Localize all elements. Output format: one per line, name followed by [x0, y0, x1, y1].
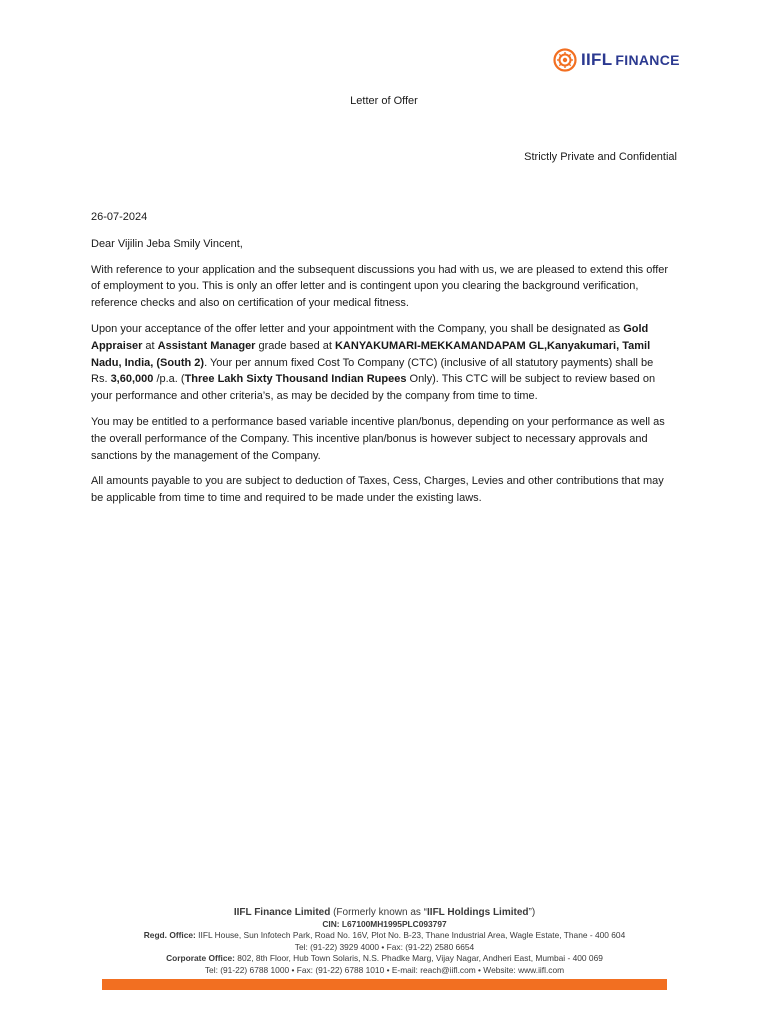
- ctc-amount-words: Three Lakh Sixty Thousand Indian Rupees: [184, 373, 407, 386]
- logo-text-finance: FINANCE: [615, 52, 680, 68]
- text: . Your per annum fixed Cost To Company (CTC) (inclusive of all statutory payments) shall be Rs.: [91, 356, 654, 386]
- corp-office-label: Corporate Office:: [166, 953, 235, 963]
- footer-brand-bar: [102, 979, 667, 990]
- paragraph-incentive: You may be entitled to a performance based variable incentive plan/bonus, depending on your performance as well as the overall performance of the Company. This incentive plan/bonus is however subject to necessary approvals and sanctions by the management of the Company.: [91, 415, 665, 462]
- iifl-sun-logo-icon: [553, 48, 577, 72]
- text: /p.a. (: [153, 373, 185, 386]
- text: Upon your acceptance of the offer letter and your appointment with the Company, you shall be designated as: [91, 322, 624, 335]
- footer-regd-tel: Tel: (91-22) 3929 4000 • Fax: (91-22) 2580 6654: [294, 941, 475, 952]
- work-location: KANYAKUMARI-MEKKAMANDAPAM GL,Kanyakumari, Tamil Nadu, India, (South 2): [91, 339, 651, 369]
- text: grade based at: [255, 339, 335, 352]
- letter-body: [91, 209, 671, 516]
- paragraph-deductions: All amounts payable to you are subject to deduction of Taxes, Cess, Charges, Levies and other contributions that may be applicable from time to time and required to be made under the existing laws.: [91, 475, 664, 505]
- regd-office-address: IIFL House, Sun Infotech Park, Road No. 16V, Plot No. B-23, Thane Industrial Area, Wagle Estate, Thane - 400 604: [195, 930, 626, 940]
- letter-date: 26-07-2024: [91, 211, 148, 223]
- paragraph-appointment: [91, 321, 671, 405]
- ctc-amount: 3,60,000: [110, 373, 154, 386]
- letter-title: Letter of Offer: [350, 95, 418, 107]
- logo-wordmark: [581, 50, 680, 70]
- footer-regd-office: [102, 930, 667, 942]
- text: at: [142, 339, 158, 352]
- footer-corp-office: [102, 953, 667, 965]
- logo-text-iifl: IIFL: [581, 50, 613, 69]
- text: Only). This CTC will be subject to review based on your performance and other criteria’s, as may be decided by the company from time to time.: [91, 373, 656, 403]
- designation: Gold Appraiser: [91, 322, 649, 352]
- text: (Formerly known as “: [330, 907, 428, 918]
- grade: Assistant Manager: [157, 339, 256, 352]
- letterhead-footer: [102, 907, 667, 976]
- paragraph-offer: With reference to your application and the subsequent discussions you had with us, we are pleased to extend this offer of employment to you. This is only an offer letter and is contingent upon you clearing the background verification, reference checks and also on certification of your medical fitness.: [91, 263, 669, 310]
- footer-corp-contact: Tel: (91-22) 6788 1000 • Fax: (91-22) 6788 1010 • E-mail: reach@iifl.com • Website: www.iifl.com: [204, 964, 565, 975]
- footer-company-line: [102, 907, 667, 919]
- regd-office-label: Regd. Office:: [143, 930, 196, 940]
- former-name: IIFL Holdings Limited: [427, 907, 529, 918]
- company-logo: [553, 48, 680, 72]
- text: ”): [528, 907, 536, 918]
- company-name: IIFL Finance Limited: [233, 907, 331, 918]
- confidentiality-note: Strictly Private and Confidential: [524, 151, 677, 163]
- footer-cin: CIN: L67100MH1995PLC093797: [322, 918, 447, 929]
- corp-office-address: 802, 8th Floor, Hub Town Solaris, N.S. Phadke Marg, Vijay Nagar, Andheri East, Mumbai - 400 069: [234, 953, 603, 963]
- salutation: Dear Vijilin Jeba Smily Vincent,: [91, 237, 243, 250]
